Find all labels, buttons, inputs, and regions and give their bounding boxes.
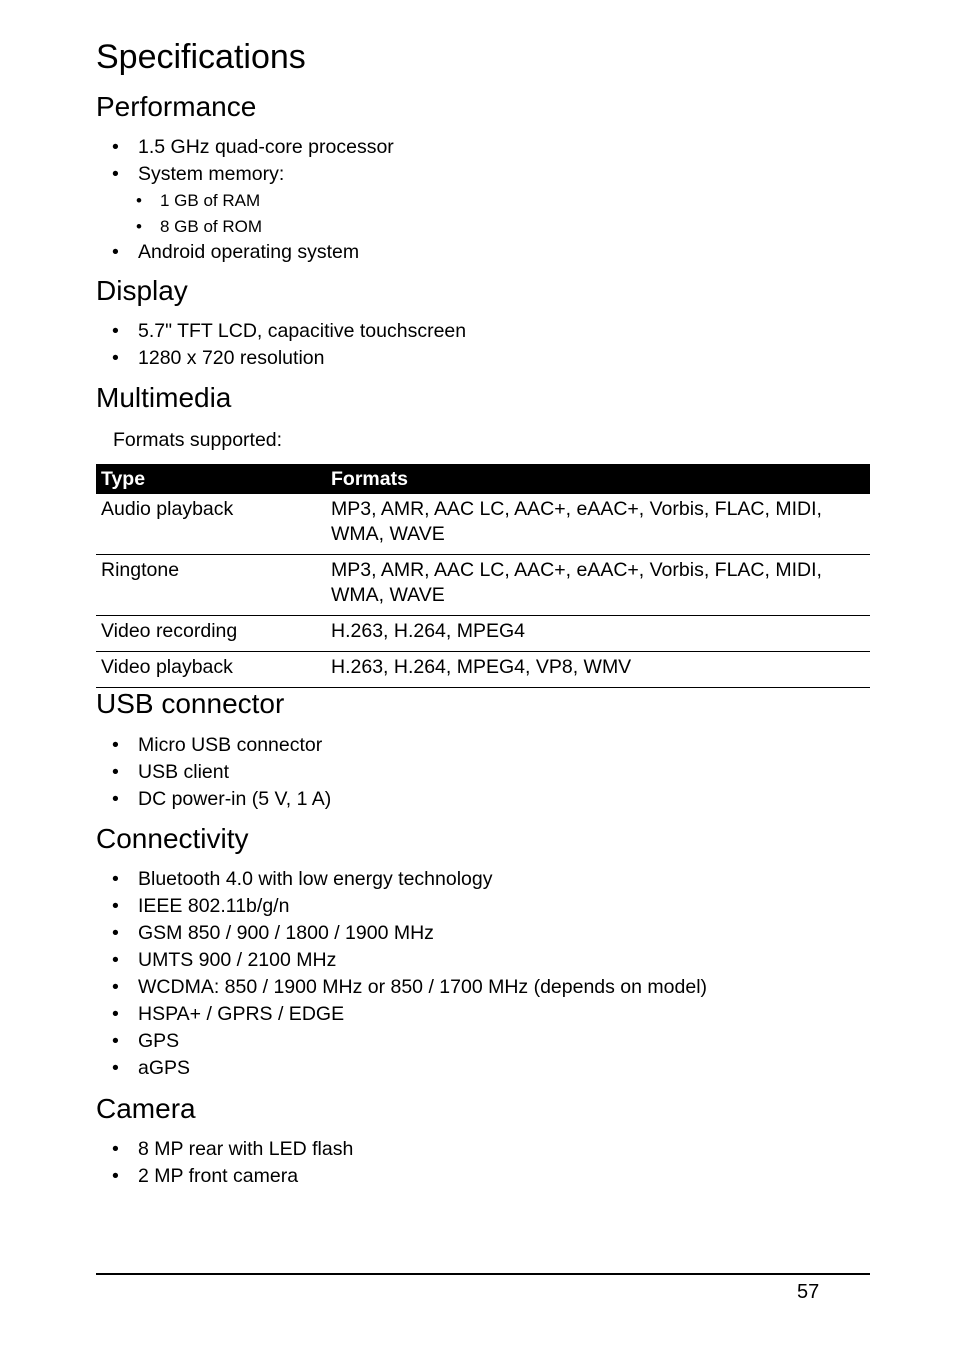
usb-list (96, 732, 331, 813)
bullet: • (112, 868, 119, 890)
section-heading-display: Display (96, 275, 188, 306)
table-header-row (96, 464, 870, 494)
table-row (96, 616, 870, 652)
table-cell-formats: MP3, AMR, AAC LC, AAC+, eAAC+, Vorbis, FLAC, MIDI, WMA, WAVE (326, 555, 870, 616)
list-item: • GSM 850 / 900 / 1800 / 1900 MHz (96, 920, 707, 947)
bullet: • (112, 895, 119, 917)
bullet: • (112, 320, 119, 342)
bullet: • (112, 1165, 119, 1187)
bullet: • (112, 734, 119, 756)
table-row (96, 652, 870, 688)
page-title: Specifications (96, 38, 306, 76)
bullet: • (136, 216, 142, 236)
list-item: • Bluetooth 4.0 with low energy technology (96, 866, 707, 893)
table-cell-formats: MP3, AMR, AAC LC, AAC+, eAAC+, Vorbis, FLAC, MIDI, WMA, WAVE (326, 494, 870, 555)
list-item: • USB client (96, 759, 331, 786)
connectivity-list (96, 866, 707, 1082)
bullet: • (112, 788, 119, 810)
bullet: • (112, 1057, 119, 1079)
table-cell-formats: H.263, H.264, MPEG4 (326, 616, 870, 652)
list-item: • GPS (96, 1028, 707, 1055)
list-item: • 1280 x 720 resolution (96, 345, 466, 372)
section-heading-multimedia: Multimedia (96, 382, 232, 413)
table-cell-type: Video recording (96, 616, 326, 652)
table-cell-type: Audio playback (96, 494, 326, 555)
table-cell-type: Video playback (96, 652, 326, 688)
formats-intro: Formats supported: (113, 429, 283, 451)
list-item: • System memory: (96, 161, 394, 188)
section-heading-connectivity: Connectivity (96, 823, 249, 854)
list-item: • UMTS 900 / 2100 MHz (96, 947, 707, 974)
list-item: • 8 MP rear with LED flash (96, 1136, 353, 1163)
bullet: • (112, 1003, 119, 1025)
list-item: • WCDMA: 850 / 1900 MHz or 850 / 1700 MHz (depends on model) (96, 974, 707, 1001)
bullet: • (112, 1138, 119, 1160)
bullet: • (112, 136, 119, 158)
list-item: • IEEE 802.11b/g/n (96, 893, 707, 920)
list-item: • Android operating system (96, 239, 359, 266)
section-heading-performance: Performance (96, 91, 257, 122)
formats-table (96, 464, 870, 688)
list-item: • 1 GB of RAM (96, 188, 262, 214)
list-item: • aGPS (96, 1055, 707, 1082)
footer-rule (96, 1273, 870, 1275)
list-item: • 2 MP front camera (96, 1163, 353, 1190)
column-header-formats: Formats (326, 464, 870, 494)
table-row (96, 494, 870, 555)
display-list (96, 318, 466, 372)
table-cell-formats: H.263, H.264, MPEG4, VP8, WMV (326, 652, 870, 688)
bullet: • (136, 191, 142, 210)
page-number: 57 (797, 1281, 820, 1303)
bullet: • (112, 1030, 119, 1052)
list-item: • 1.5 GHz quad-core processor (96, 134, 394, 161)
bullet: • (112, 761, 119, 783)
section-heading-camera: Camera (96, 1093, 196, 1124)
memory-sublist (96, 188, 262, 239)
list-item: • 5.7" TFT LCD, capacitive touchscreen (96, 318, 466, 345)
list-item: • HSPA+ / GPRS / EDGE (96, 1001, 707, 1028)
bullet: • (112, 922, 119, 944)
list-item: • 8 GB of ROM (96, 214, 262, 240)
section-heading-usb: USB connector (96, 688, 285, 719)
camera-list (96, 1136, 353, 1190)
bullet: • (112, 163, 119, 185)
bullet: • (112, 241, 119, 263)
performance-list (96, 134, 394, 188)
bullet: • (112, 976, 119, 998)
table-cell-type: Ringtone (96, 555, 326, 616)
bullet: • (112, 949, 119, 971)
performance-list-continued (96, 239, 359, 266)
column-header-type: Type (96, 464, 326, 494)
bullet: • (112, 347, 119, 369)
list-item: • Micro USB connector (96, 732, 331, 759)
table-row (96, 555, 870, 616)
list-item: • DC power-in (5 V, 1 A) (96, 786, 331, 813)
